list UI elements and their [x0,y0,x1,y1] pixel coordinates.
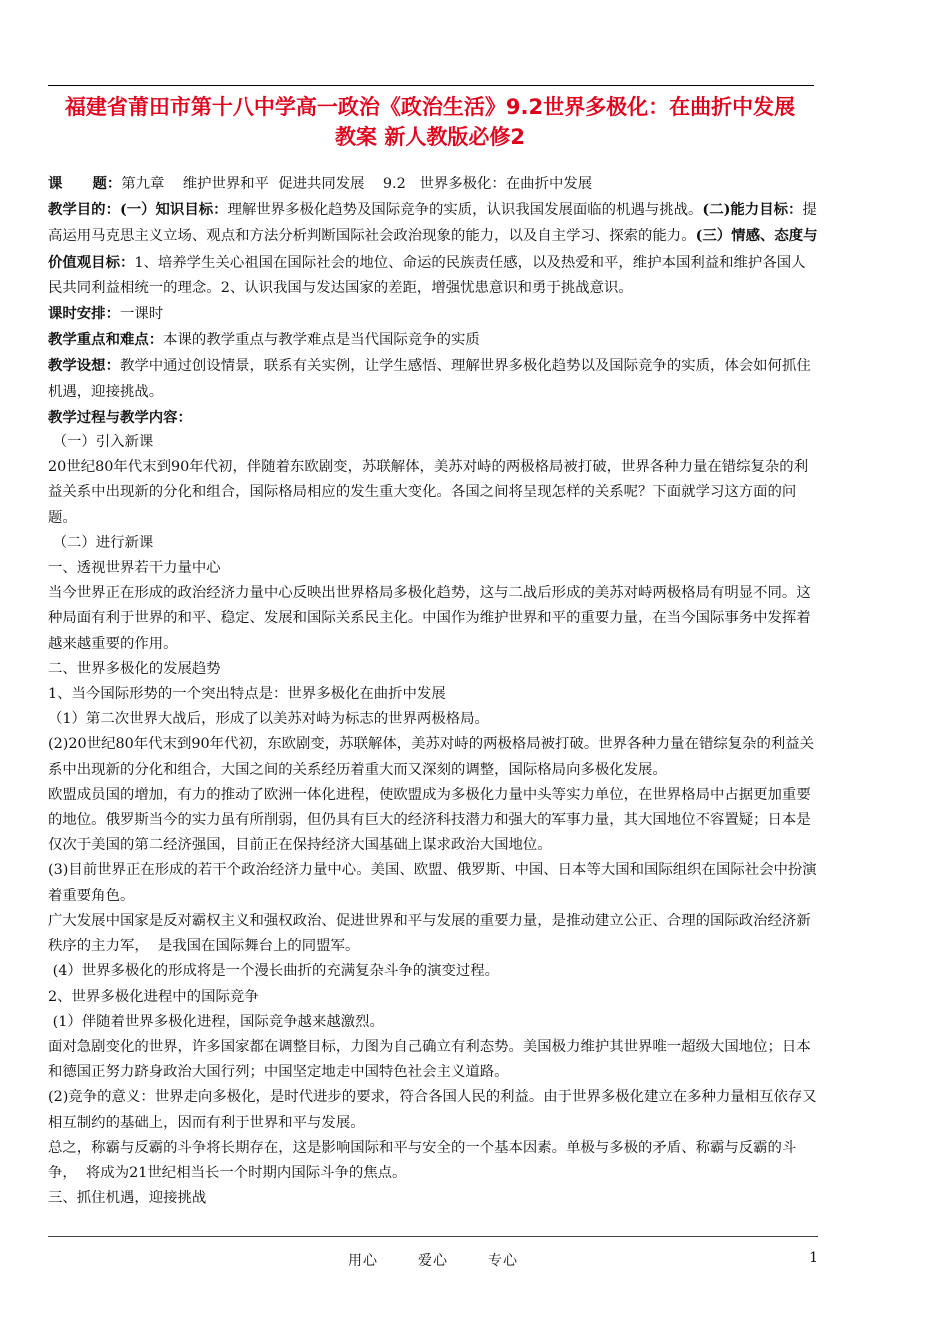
emotion-label: (三）情感、态度与价值观目标： [48,227,818,271]
emotion-text: 1、培养学生关心祖国在国际社会的地位、命运的民族责任感，以及热爱和平，维护本国利益和维护各国人民共同利益相统一的理念。2、认识我国与发达国家的差距，增强忧患意识和勇于挑战意识。 [48,254,806,296]
paragraph: 2、世界多极化进程中的国际竞争 [48,988,259,1005]
lesson-label: 课 题： [48,175,122,192]
paragraph: 面对急剧变化的世界，许多国家都在调整目标，力图为自己确立有利态势。美国极力维护其世界唯一超级大国地位；日本和德国正努力跻身政治大国行列；中国坚定地走中国特色社会主义道路。 [48,1038,811,1081]
paragraph: (4）世界多极化的形成将是一个漫长曲折的充满复杂斗争的演变过程。 [48,963,500,980]
paragraph: 1、当今国际形势的一个突出特点是：世界多极化在曲折中发展 [48,686,446,703]
process-heading: 教学过程与教学内容： [48,408,192,426]
paragraph: 广大发展中国家是反对霸权主义和强权政治、促进世界和平与发展的重要力量，是推动建立公正、合理的国际政治经济新秩序的主力军， 是我国在国际舞台上的同盟军。 [48,912,811,955]
lesson-line [48,171,818,197]
key-points-text: 本课的教学重点与教学难点是当代国际竞争的实质 [163,332,480,349]
paragraph: 当今世界正在形成的政治经济力量中心反映出世界格局多极化趋势，这与二战后形成的美苏对峙两极格局有明显不同。这种局面有利于世界的和平、稳定、发展和国际关系民主化。中国作为维护世界和平的重要力量，在当今国际事务中发挥着越来越重要的作用。 [48,585,811,652]
schedule-line [48,301,818,327]
ability-label: (二)能力目标： [702,201,803,219]
schedule-label: 课时安排： [48,305,120,323]
paragraph: 20世纪80年代末到90年代初，伴随着东欧剧变，苏联解体，美苏对峙的两极格局被打破，世界各种力量在错综复杂的利益关系中出现新的分化和组合，国际格局相应的发生重大变化。各国之间将呈现怎样的关系呢？下面就学习这方面的问题。 [48,459,809,526]
paragraph: 总之，称霸与反霸的斗争将长期存在，这是影响国际和平与安全的一个基本因素。单极与多极的矛盾、称霸与反霸的斗争， 将成为21世纪相当长一个时期内国际斗争的焦点。 [48,1139,797,1181]
paragraph: (3)目前世界正在形成的若干个政治经济力量中心。美国、欧盟、俄罗斯、中国、日本等大国和国际组织在国际社会中扮演着重要角色。 [48,862,817,904]
schedule-text: 一课时 [119,306,164,323]
ability-text: 提高运用马克思主义立场、观点和方法分析判断国际社会政治现象的能力，以及自主学习、探索的能力。 [48,202,817,245]
aims-label: 教学目的：(一）知识目标： [48,201,228,219]
paragraph: （二）进行新课 [48,534,154,551]
paragraph: （一）引入新课 [48,434,154,451]
aims-paragraph [48,197,818,301]
paragraph: 欧盟成员国的增加，有力的推动了欧洲一体化进程，使欧盟成为多极化力量中头等实力单位，在世界格局中占据更加重要的地位。俄罗斯当今的实力虽有所削弱，但仍具有巨大的经济科技潜力和强大的军事力量，其大国地位不容置疑；日本是仅次于美国的第二经济强国，目前正在保持经济大国基础上谋求政治大国地位。 [48,786,811,854]
paragraph: 二、世界多极化的发展趋势 [48,660,221,677]
design-paragraph [48,353,818,404]
design-label: 教学设想： [48,357,120,375]
document-body [48,171,818,1211]
footer-word: 爱心 [418,1253,448,1269]
lesson-text: 第九章 维护世界和平 促进共同发展 9.2 世界多极化：在曲折中发展 [121,176,593,192]
footer-rule [48,1236,818,1237]
footer-word: 用心 [348,1253,378,1269]
page-number: 1 [809,1250,818,1266]
paragraph: (2)竞争的意义：世界走向多极化，是时代进步的要求，符合各国人民的利益。由于世界多极化建立在多种力量相互依存又相互制约的基础上，因而有利于世界和平与发展。 [48,1089,817,1131]
aims-text: 理解世界多极化趋势及国际竞争的实质，认识我国发展面临的机遇与挑战。 [227,202,703,219]
title-line-1: 福建省莆田市第十八中学高一政治《政治生活》9.2世界多极化：在曲折中发展 [64,95,796,119]
paragraph: (1）伴随着世界多极化进程，国际竞争越来越激烈。 [48,1013,384,1030]
header-rule [48,85,814,86]
key-points-label: 教学重点和难点： [48,331,164,349]
document-title [40,92,820,152]
title-line-2: 教案 新人教版必修2 [335,125,525,149]
paragraph: (2)20世纪80年代末到90年代初，东欧剧变，苏联解体，美苏对峙的两极格局被打破。世界各种力量在错综复杂的利益关系中出现新的分化和组合，大国之间的关系经历着重大而又深刻的调整，国际格局向多极化发展。 [48,736,815,778]
page-footer [48,1250,818,1270]
footer-word: 专心 [488,1253,518,1269]
design-text: 教学中通过创设情景，联系有关实例，让学生感悟、理解世界多极化趋势以及国际竞争的实质，体会如何抓住机遇，迎接挑战。 [48,358,811,400]
paragraph: （1）第二次世界大战后，形成了以美苏对峙为标志的世界两极格局。 [48,711,489,728]
footer-motto [48,1250,818,1270]
key-points-line [48,327,818,353]
paragraph: 三、抓住机遇，迎接挑战 [48,1190,207,1207]
paragraph: 一、透视世界若干力量中心 [48,560,221,577]
